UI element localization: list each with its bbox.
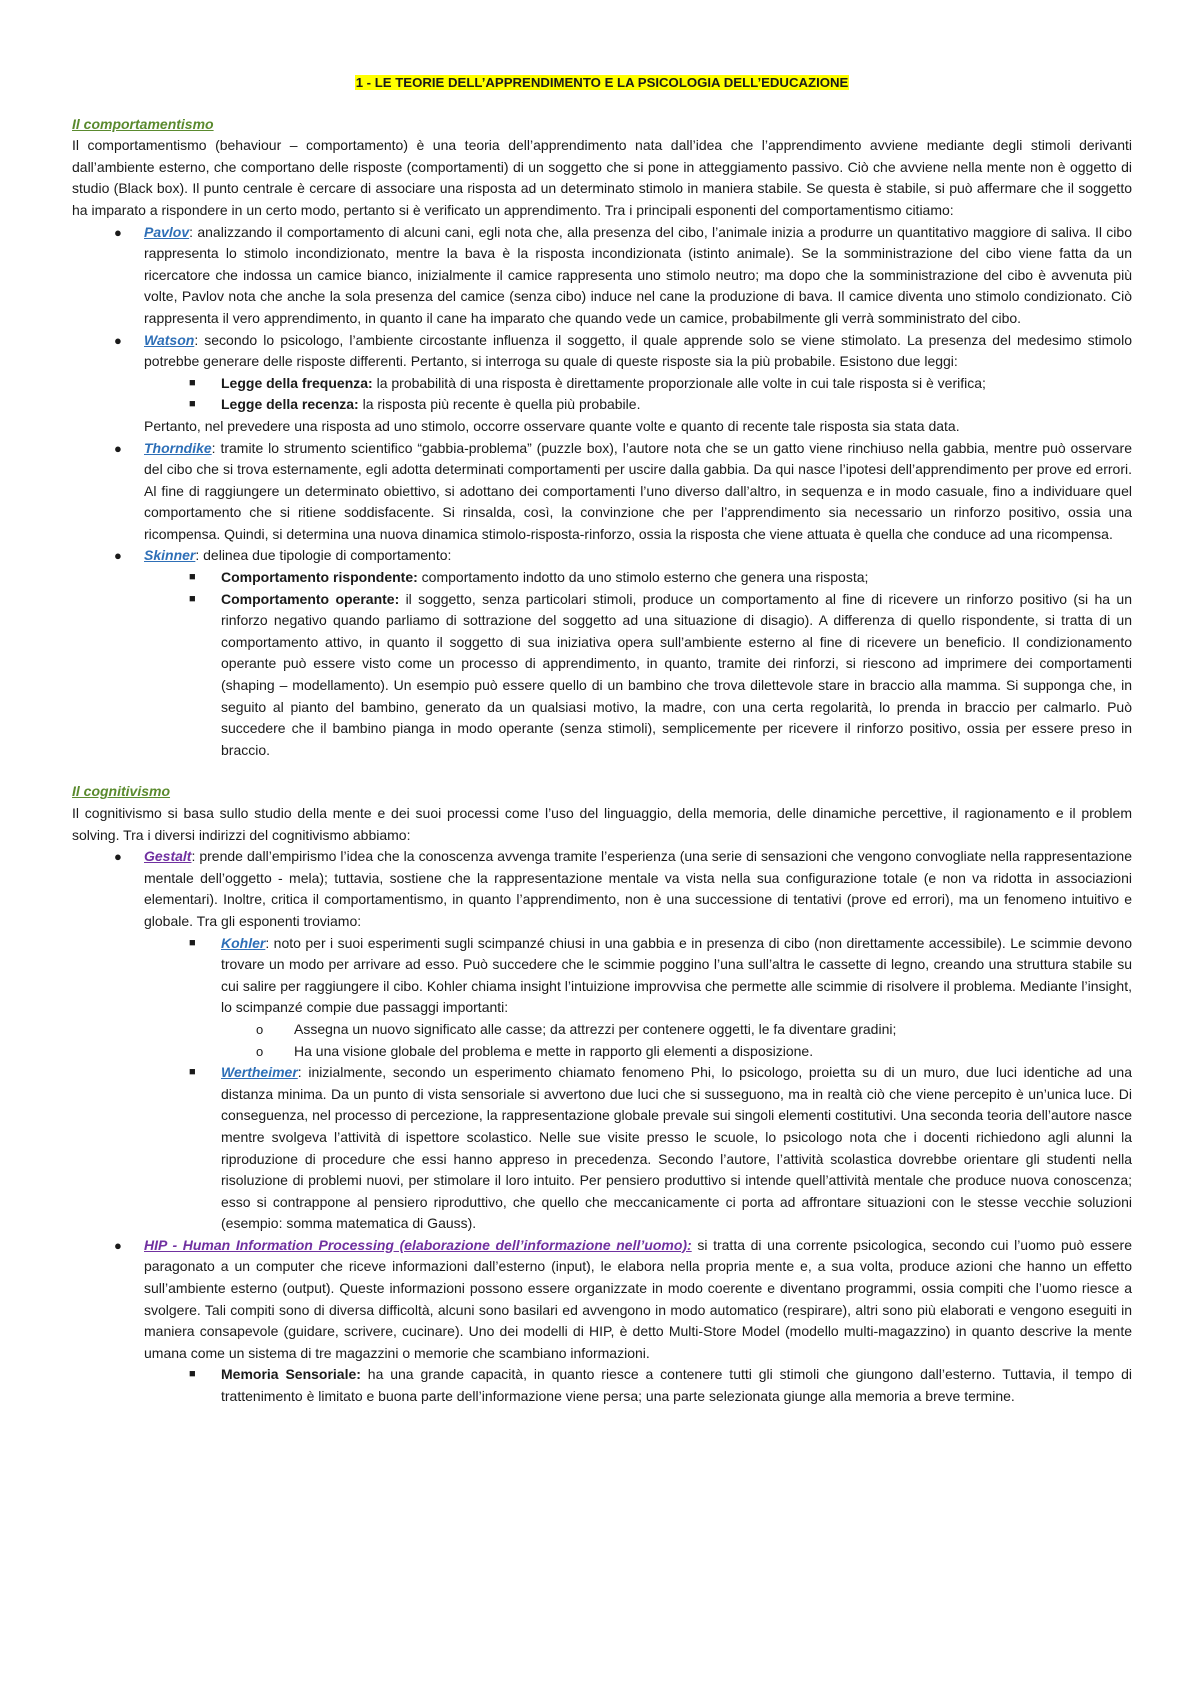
watson-conclusion: Pertanto, nel prevedere una risposta ad uno stimolo, occorre osservare quante volte e quanto di recente tale risposta sia stata data. bbox=[144, 417, 960, 434]
section-heading-comportamentismo: Il comportamentismo bbox=[72, 115, 214, 132]
bullet-icon: ● bbox=[114, 1237, 122, 1253]
bullet-icon: ● bbox=[114, 849, 122, 865]
bullet-icon: ● bbox=[114, 332, 122, 348]
intro-paragraph-comportamentismo: Il comportamentismo (behaviour – comportamento) è una teoria dell’apprendimento nata dall’idea che l’apprendimento avviene mediante degli stimoli derivanti dall’ambiente esterno, che comportano delle risposte (comportamenti) di un soggetto che si pone in atteggiamento passivo. Ciò che avviene nella mente non è oggetto di studio (Black box). Il punto centrale è cercare di associare una risposta ad un determinato stimolo in maniera stabile. Se questa è stabile, si può affermare che il soggetto ha imparato a rispondere in un certo modo, pertanto si è verificato un apprendimento. Tra i principali esponenti del comportamentismo citiamo: bbox=[72, 137, 1132, 218]
link-watson[interactable]: Watson bbox=[144, 331, 195, 348]
gestalt-text: : prende dall’empirismo l’idea che la conoscenza avvenga tramite l’esperienza (una serie di sensazioni che vengono convogliate nella rappresentazione mentale dell’oggetto - mela); tuttavia, sostiene che la rappresentazione mentale va vista nella sua configurazione totale (e non va ridotta in associazioni elementari). Inoltre, critica il comportamentismo, in quanto l’apprendimento, non è una successione di tentativi (prove ed errori), ma un fenomeno intuitivo e globale. Tra gli esponenti troviamo: bbox=[144, 848, 1132, 929]
legge-frequenza-term: Legge della frequenza: bbox=[221, 374, 373, 391]
kohler-step1-text: Assegna un nuovo significato alle casse; da attrezzi per contenere oggetti, le fa diventare gradini; bbox=[294, 1020, 897, 1037]
list-item-comportamento-operante bbox=[72, 589, 1132, 762]
list-item-comportamento-rispondente bbox=[72, 567, 1132, 589]
list-item-memoria-sensoriale bbox=[72, 1364, 1132, 1407]
wertheimer-text: : inizialmente, secondo un esperimento chiamato fenomeno Phi, lo psicologo, proietta su di un muro, due luci identiche ad una distanza minima. Da un punto di vista sensoriale si avvertono due luci che si susseguono, ma in realtà ciò che viene percepito è un’unica luce. Di conseguenza, nel processo di percezione, la rappresentazione globale prevale sui singoli elementi costitutivi. Una seconda teoria dell’autore nasce mentre svolgeva l’attività di ispettore scolastico. Nelle sue visite presso le scuole, lo psicologo nota che i docenti richiedono agli alunni la riproduzione di procedure che essi hanno appreso in precedenza. Secondo l’autore, l’attività scolastica dovrebbe orientare gli studenti nella risoluzione di problemi nuovi, per stimolare il loro intuito. Per pensiero produttivo si intende quell’attività mentale che produce nuova conoscenza; esso si contrappone al pensiero riproduttivo, che quello che meccanicamente ci porta ad affrontare situazioni con le stesse vecchie soluzioni (esempio: somma matematica di Gauss). bbox=[221, 1064, 1132, 1232]
bullet-icon: ● bbox=[114, 548, 122, 564]
link-wertheimer[interactable]: Wertheimer bbox=[221, 1064, 298, 1081]
memoria-sensoriale-text: ha una grande capacità, in quanto riesce a contenere tutti gli stimoli che giungono dall’esterno. Tuttavia, il tempo di trattenimento è limitato e buona parte dell’informazione viene persa; una parte selezionata giunge alla memoria a breve termine. bbox=[221, 1366, 1133, 1405]
list-item-skinner bbox=[72, 545, 1132, 567]
bullet-icon: ● bbox=[114, 224, 122, 240]
square-bullet-icon: ■ bbox=[189, 1066, 196, 1079]
rispondente-text: comportamento indotto da uno stimolo esterno che genera una risposta; bbox=[417, 569, 869, 586]
legge-recenza-text: la risposta più recente è quella più probabile. bbox=[358, 396, 641, 413]
link-skinner[interactable]: Skinner bbox=[144, 547, 196, 564]
square-bullet-icon: ■ bbox=[189, 376, 196, 389]
section-spacer bbox=[72, 761, 1132, 781]
list-item-pavlov bbox=[72, 222, 1132, 330]
square-bullet-icon: ■ bbox=[189, 571, 196, 584]
list-item-legge-frequenza bbox=[72, 373, 1132, 395]
operante-text: il soggetto, senza particolari stimoli, produce un comportamento al fine di ricevere un rinforzo positivo (si ha un rinforzo negativo quando parliamo di sottrazione del soggetto ad una situazione di disagio). A differenza di quello rispondente, si tratta di un comportamento attivo, in quanto il soggetto di sua iniziativa opera sull’ambiente esterno al fine di ricevere un beneficio. Il condizionamento operante può essere visto come un processo di apprendimento, in quanto, tramite dei rinforzi, si riescono ad imprimere dei comportamenti (shaping – modellamento). Un esempio può essere quello di un bambino che trova dilettevole stare in braccio alla mamma. Si supponga che, in seguito al pianto del bambino, generato da un qualsiasi motivo, la madre, con una certa regolarità, lo prenda in braccio per calmarlo. Può succedere che il bambino pianga in modo operante (senza stimoli), semplicemente per ricevere il rinforzo positivo, ossia per essere preso in braccio. bbox=[221, 590, 1132, 758]
page-title: 1 - LE TEORIE DELL’APPRENDIMENTO E LA PSICOLOGIA DELL’EDUCAZIONE bbox=[355, 75, 849, 90]
list-item-kohler-step2 bbox=[72, 1041, 1132, 1063]
thorndike-text: : tramite lo strumento scientifico “gabbia-problema” (puzzle box), l’autore nota che se un gatto viene rinchiuso nella gabbia, mentre può osservare del cibo che si trova esternamente, egli adotta determinati comportamenti per uscire dalla gabbia. Da qui nasce l’ipotesi dell’apprendimento per prove ed errori. Al fine di raggiungere un determinato obiettivo, si adottano dei comportamenti l’uno diverso dall’altro, in sequenza e in modo casuale, fino a individuare quel comportamento che si ritiene soddisfacente. Si rinsalda, così, la convinzione che per l’apprendimento sia necessario un rinforzo positivo, ossia una ricompensa. Quindi, si determina una nuova dinamica stimolo-risposta-rinforzo, ossia la risposta che viene attuata è quella che conduce ad una ricompensa. bbox=[144, 439, 1132, 542]
hip-text: si tratta di una corrente psicologica, secondo cui l’uomo può essere paragonato a un computer che riceve informazioni dall’esterno (input), le elabora nella propria mente e, a sua volta, produce azioni che hanno un effetto sull’ambiente esterno (output). Queste informazioni possono essere organizzate in modo coerente e diventano programmi, ossia compiti che l’uomo riesce a svolgere. Tali compiti sono di diversa difficoltà, alcuni sono basilari ed avvengono in modo automatico (respirare), altri sono più elaborati e vengono eseguiti in maniera consapevole (guidare, scrivere, cucinare). Uno dei modelli di HIP, è detto Multi-Store Model (modello multi-magazzino) in quanto descrive la mente umana come un sistema di tre magazzini o memorie che scambiano informazioni. bbox=[144, 1236, 1132, 1361]
circle-bullet-icon: o bbox=[256, 1043, 264, 1059]
link-thorndike[interactable]: Thorndike bbox=[144, 439, 212, 456]
link-kohler[interactable]: Kohler bbox=[221, 934, 266, 951]
operante-term: Comportamento operante: bbox=[221, 590, 400, 607]
rispondente-term: Comportamento rispondente: bbox=[221, 569, 418, 586]
list-item-hip bbox=[72, 1235, 1132, 1365]
list-item-gestalt bbox=[72, 846, 1132, 932]
title-block bbox=[72, 72, 1132, 94]
legge-recenza-term: Legge della recenza: bbox=[221, 396, 359, 413]
kohler-text: : noto per i suoi esperimenti sugli scimpanzé chiusi in una gabbia e in presenza di cibo (non direttamente accessibile). Le scimmie devono trovare un modo per arrivare ad esso. Può succedere che le scimmie poggino l’una sull’altra le cassette di legno, creando una struttura stabile su cui salire per raggiungere il cibo. Kohler chiama insight l’intuizione improvvisa che permette alle scimmie di risolvere il problema. Mediante l’insight, lo scimpanzé compie due passaggi importanti: bbox=[221, 934, 1132, 1016]
list-item-kohler bbox=[72, 933, 1132, 1019]
list-item-kohler-step1 bbox=[72, 1019, 1132, 1041]
link-hip[interactable]: HIP - Human Information Processing (elaborazione dell’informazione nell’uomo): bbox=[144, 1236, 692, 1253]
legge-frequenza-text: la probabilità di una risposta è direttamente proporzionale alle volte in cui tale risposta si è verifica; bbox=[372, 374, 986, 391]
circle-bullet-icon: o bbox=[256, 1021, 264, 1037]
kohler-step2-text: Ha una visione globale del problema e mette in rapporto gli elementi a disposizione. bbox=[294, 1042, 814, 1059]
list-item-thorndike bbox=[72, 438, 1132, 546]
document-page bbox=[72, 72, 1132, 1408]
square-bullet-icon: ■ bbox=[189, 592, 196, 605]
memoria-sensoriale-term: Memoria Sensoriale: bbox=[221, 1366, 361, 1383]
intro-paragraph-cognitivismo: Il cognitivismo si basa sullo studio della mente e dei suoi processi come l’uso del linguaggio, della memoria, delle dinamiche percettive, il ragionamento e il problem solving. Tra i diversi indirizzi del cognitivismo abbiamo: bbox=[72, 805, 1132, 843]
list-item-wertheimer bbox=[72, 1062, 1132, 1235]
skinner-text: : delinea due tipologie di comportamento: bbox=[195, 547, 452, 564]
link-gestalt[interactable]: Gestalt bbox=[144, 848, 192, 865]
link-pavlov[interactable]: Pavlov bbox=[144, 223, 190, 240]
section-heading-cognitivismo: Il cognitivismo bbox=[72, 783, 171, 800]
pavlov-text: : analizzando il comportamento di alcuni cani, egli nota che, alla presenza del cibo, l’animale inizia a produrre un quantitativo maggiore di saliva. Il cibo rappresenta lo stimolo incondizionato, mentre la bava è la risposta incondizionata (istinto animale). Se la somministrazione del cibo viene fatta da un ricercatore che indossa un camice bianco, inizialmente il camice rappresenta uno stimolo neutro; ma dopo che la somministrazione del cibo è avvenuta più volte, Pavlov nota che anche la sola presenza del camice (senza cibo) induce nel cane la produzione di bava. Il camice diventa uno stimolo condizionato. Ciò rappresenta il vero apprendimento, in quanto il cane ha imparato che quando vede un camice, probabilmente gli verrà somministrato del cibo. bbox=[144, 223, 1132, 326]
square-bullet-icon: ■ bbox=[189, 1368, 196, 1381]
watson-text: : secondo lo psicologo, l’ambiente circostante influenza il soggetto, il quale apprende solo se viene stimolato. La presenza del medesimo stimolo potrebbe generare delle risposte differenti. Pertanto, si interroga su quale di queste risposte sia la più probabile. Esistono due leggi: bbox=[144, 331, 1132, 370]
list-item-legge-recenza bbox=[72, 394, 1132, 416]
list-item-watson bbox=[72, 330, 1132, 373]
square-bullet-icon: ■ bbox=[189, 398, 196, 411]
square-bullet-icon: ■ bbox=[189, 936, 196, 949]
bullet-icon: ● bbox=[114, 440, 122, 456]
